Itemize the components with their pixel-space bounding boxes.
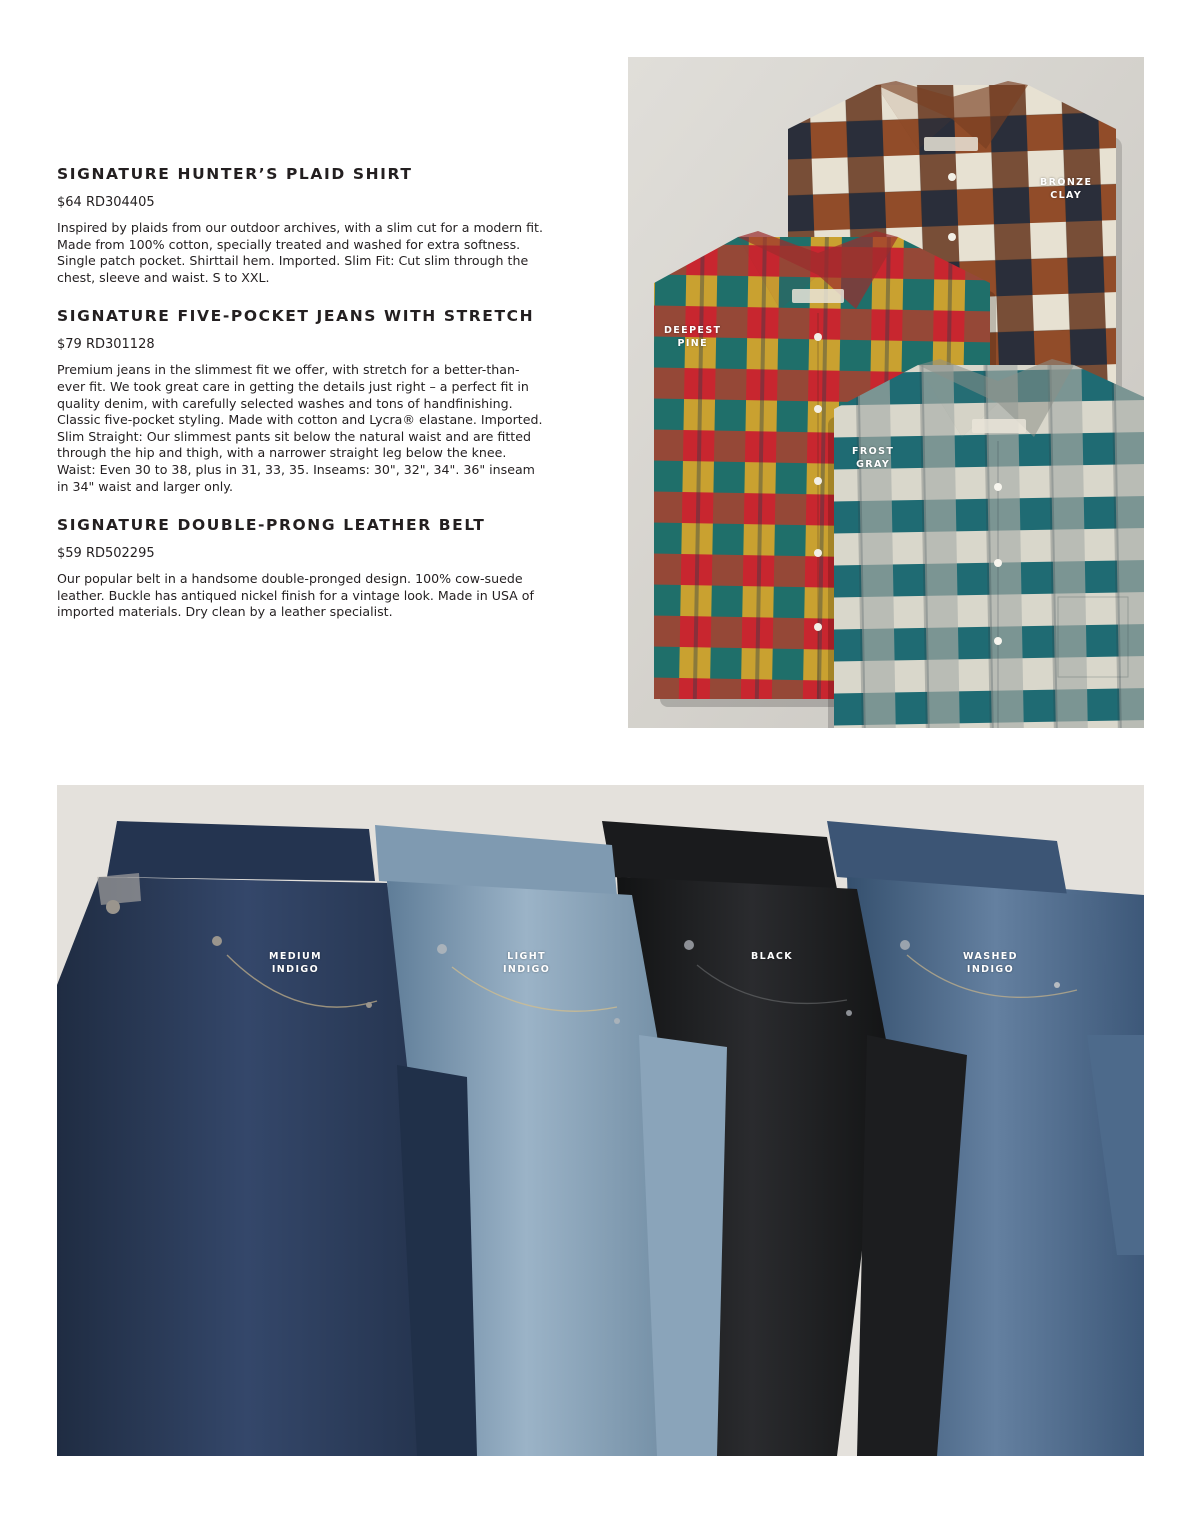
product-description: Inspired by plaids from our outdoor archives, with a slim cut for a modern fit. Made from 100% cotton, specially treated and washed for extra softness. Single patch pocket. Shirttail hem. Imported. Slim Fit: Cut slim through the chest, sleeve and waist. S to XXL.	[57, 220, 543, 285]
jeans-illustration	[57, 785, 1144, 1456]
product-list	[57, 164, 547, 641]
product-description: Our popular belt in a handsome double-pronged design. 100% cow-suede leather. Buckle has antiqued nickel finish for a vintage look. Made in USA of imported materials. Dry clean by a leather specialist.	[57, 571, 534, 620]
color-label-deepest-pine: DEEPEST PINE	[664, 325, 722, 349]
product-plaid-shirt	[57, 164, 547, 286]
product-price: $79 RD301128	[57, 337, 155, 353]
shirts-illustration	[628, 57, 1144, 728]
color-label-black: BLACK	[751, 951, 793, 962]
product-price: $59 RD502295	[57, 546, 155, 562]
product-jeans	[57, 306, 547, 495]
shirts-photo	[628, 57, 1144, 728]
product-description: Premium jeans in the slimmest fit we offer, with stretch for a better-than-ever fit. We took great care in getting the details just right – a perfect fit in quality denim, with carefully selected washes and tons of handfinishing. Classic five-pocket styling. Made with cotton and Lycra® elastane. Imported. Slim Straight: Our slimmest pants sit below the natural waist and are fitted through the hip and thigh, with a narrower straight leg below the knee. Waist: Even 30 to 38, plus in 31, 33, 35. Inseams: 30", 32", 34". 36" inseam in 34" waist and larger only.	[57, 362, 543, 494]
color-label-frost-gray: FROST GRAY	[852, 446, 895, 470]
jeans-photo	[57, 785, 1144, 1456]
color-label-medium-indigo: MEDIUM INDIGO	[269, 951, 322, 975]
color-label-bronze-clay: BRONZE CLAY	[1040, 177, 1093, 201]
product-title: SIGNATURE FIVE-POCKET JEANS WITH STRETCH	[57, 307, 535, 326]
shirt-frost-gray	[828, 359, 1144, 728]
product-belt	[57, 515, 547, 621]
product-title: SIGNATURE DOUBLE-PRONG LEATHER BELT	[57, 516, 486, 535]
color-label-light-indigo: LIGHT INDIGO	[503, 951, 551, 975]
product-price: $64 RD304405	[57, 195, 155, 210]
product-title: SIGNATURE HUNTER’S PLAID SHIRT	[57, 165, 413, 183]
color-label-washed-indigo: WASHED INDIGO	[963, 951, 1018, 975]
